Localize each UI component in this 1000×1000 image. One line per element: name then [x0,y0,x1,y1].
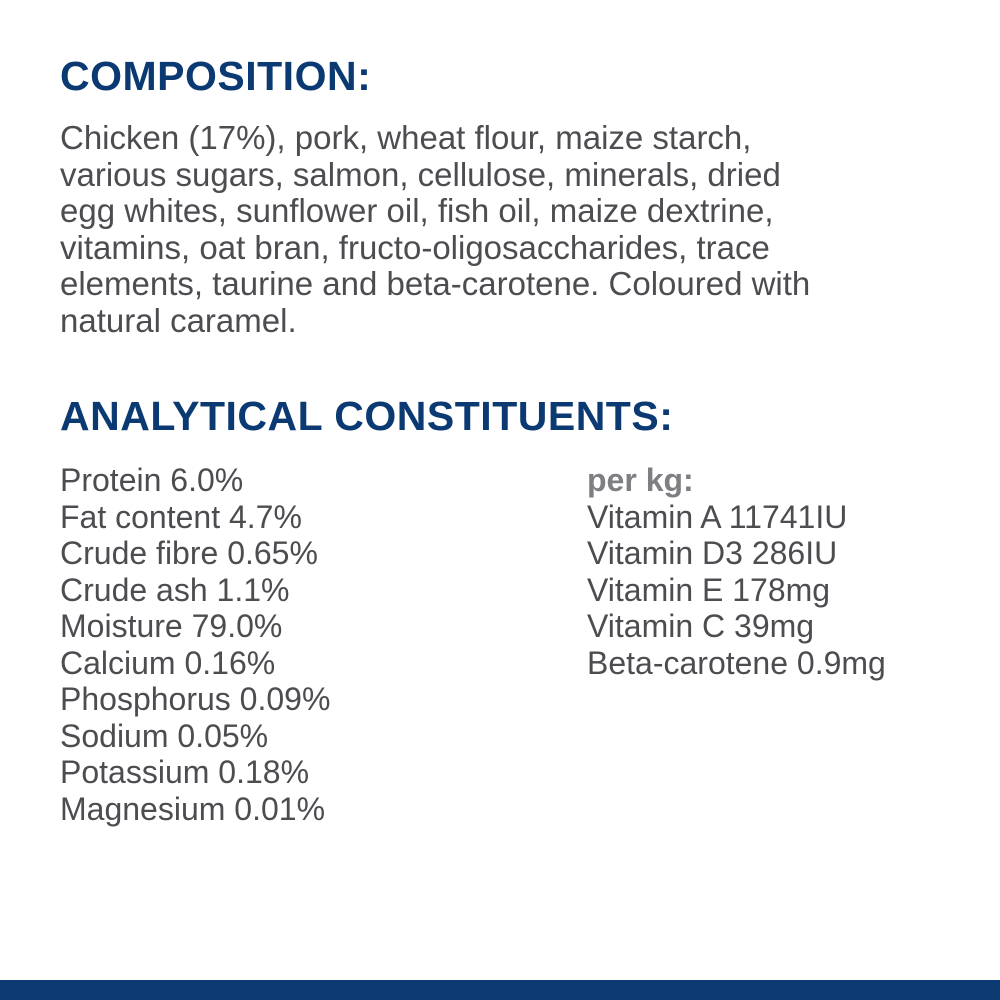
composition-line: Chicken (17%), pork, wheat flour, maize starch, [60,119,752,156]
constituent-item: Protein 6.0% [60,462,244,498]
constituent-item: Crude ash 1.1% [60,571,290,608]
constituent-item: Magnesium 0.01% [60,790,326,827]
composition-line: elements, taurine and beta-carotene. Coloured with [60,265,811,302]
constituents-list [60,462,330,827]
constituent-item: Calcium 0.16% [60,644,276,681]
constituent-item: Sodium 0.05% [60,717,269,754]
composition-line: various sugars, salmon, cellulose, minerals, dried [60,155,781,193]
composition-heading: COMPOSITION: [60,53,372,99]
composition-text [60,120,970,339]
vitamin-item: Vitamin A 11741IU [587,498,848,535]
vitamin-item: Beta-carotene 0.9mg [587,644,886,681]
composition-line: egg whites, sunflower oil, fish oil, maize dextrine, [60,192,774,229]
bottom-bar [0,980,1000,1000]
constituent-item: Phosphorus 0.09% [60,681,331,717]
constituent-item: Moisture 79.0% [60,608,283,644]
composition-line: natural caramel. [60,301,297,339]
per-kg-label: per kg: [587,462,694,498]
constituent-item: Potassium 0.18% [60,754,310,790]
vitamin-item: Vitamin C 39mg [587,608,815,644]
vitamin-item: Vitamin E 178mg [587,571,831,608]
per-kg-list [587,462,886,681]
constituent-item: Fat content 4.7% [60,498,302,535]
constituent-item: Crude fibre 0.65% [60,535,318,571]
analytical-constituents-heading: ANALYTICAL CONSTITUENTS: [60,393,674,439]
vitamin-item: Vitamin D3 286IU [587,535,838,571]
composition-line: vitamins, oat bran, fructo-oligosaccharides, trace [60,228,770,266]
